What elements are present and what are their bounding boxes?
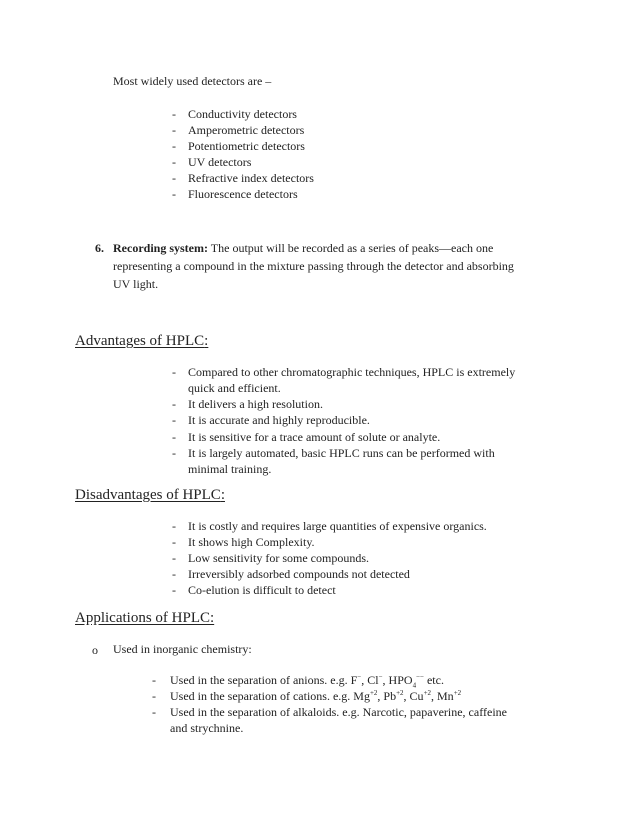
detector-item: Amperometric detectors (188, 123, 305, 137)
alkaloids-line: and strychnine. (170, 721, 244, 735)
advantages-heading (75, 333, 208, 350)
applications-heading (75, 610, 214, 627)
bullet-dash: - (172, 139, 176, 153)
bullet-dash: - (172, 430, 176, 444)
disadvantage-item: It shows high Complexity. (188, 535, 315, 549)
advantage-line: It delivers a high resolution. (188, 397, 323, 411)
detector-item: UV detectors (188, 155, 252, 169)
superscript: +2 (369, 689, 378, 697)
disadvantages-heading-text: Disadvantages of HPLC (75, 487, 221, 503)
bullet-dash: - (172, 171, 176, 185)
bullet-dash: - (172, 123, 176, 137)
superscript: − (378, 673, 383, 681)
detector-item: Potentiometric detectors (188, 139, 305, 153)
disadvantage-item: Low sensitivity for some compounds. (188, 551, 369, 565)
bullet-dash: - (172, 155, 176, 169)
advantage-line: quick and efficient. (188, 381, 281, 395)
bullet-dash: - (172, 551, 176, 565)
cations-text: , Mn (431, 689, 454, 703)
alkaloids-line: Used in the separation of alkaloids. e.g. Narcotic, papaverine, caffeine (170, 705, 507, 719)
bullet-dash: - (172, 187, 176, 201)
recording-line-1 (113, 240, 493, 256)
disadvantages-heading (75, 487, 225, 504)
applications-heading-text: Applications of HPLC (75, 610, 210, 626)
bullet-dash: - (172, 446, 176, 460)
item-number: 6. (95, 241, 104, 255)
bullet-dash: - (172, 535, 176, 549)
heading-colon: : (210, 610, 215, 626)
superscript: +2 (396, 689, 404, 697)
bullet-dash: - (172, 107, 176, 121)
superscript: − (357, 673, 362, 681)
bullet-dash: - (152, 689, 156, 703)
subscript: 4 (412, 681, 417, 690)
bullet-dash: - (172, 583, 176, 597)
disadvantage-item: Irreversibly adsorbed compounds not detected (188, 567, 410, 581)
recording-colon: : (203, 241, 208, 255)
bullet-dash: - (152, 705, 156, 719)
superscript: +2 (453, 689, 462, 697)
heading-colon: : (204, 333, 209, 349)
anions-text: , Cl (361, 673, 379, 687)
bullet-dash: - (172, 413, 176, 427)
advantages-heading-text: Advantages of HPLC (75, 333, 205, 349)
detector-item: Conductivity detectors (188, 107, 297, 121)
cations-text: Used in the separation of cations. e.g. Mg (170, 689, 370, 703)
advantage-line: minimal training. (188, 462, 272, 476)
anions-line (170, 672, 444, 688)
recording-text: The output will be recorded as a series of peaks—each one (210, 241, 494, 255)
advantage-line: It is sensitive for a trace amount of solute or analyte. (188, 430, 441, 444)
superscript: +2 (423, 689, 432, 697)
bullet-dash: - (152, 673, 156, 687)
advantage-line: Compared to other chromatographic techniques, HPLC is extremely (188, 365, 516, 379)
cations-text: , Cu (403, 689, 424, 703)
bullet-dash: - (172, 365, 176, 379)
heading-colon: : (220, 487, 225, 503)
disadvantage-item: Co-elution is difficult to detect (188, 583, 336, 597)
recording-line-2: representing a compound in the mixture passing through the detector and absorbing (113, 259, 514, 273)
cations-text: , Pb (377, 689, 397, 703)
bullet-dash: - (172, 519, 176, 533)
detector-item: Refractive index detectors (188, 171, 314, 185)
circle-bullet: o (92, 643, 98, 657)
advantage-line: It is largely automated, basic HPLC runs can be performed with (188, 446, 495, 460)
anions-text: etc. (423, 673, 444, 687)
anions-text: , HPO (382, 673, 413, 687)
disadvantage-item: It is costly and requires large quantities of expensive organics. (188, 519, 487, 533)
detector-item: Fluorescence detectors (188, 187, 298, 201)
cations-line (170, 688, 461, 704)
detectors-intro: Most widely used detectors are – (113, 74, 272, 88)
advantage-line: It is accurate and highly reproducible. (188, 413, 370, 427)
anions-text: Used in the separation of anions. e.g. F (170, 673, 358, 687)
recording-line-3: UV light. (113, 277, 159, 291)
recording-title: Recording system (113, 241, 204, 255)
bullet-dash: - (172, 567, 176, 581)
superscript: −− (416, 673, 424, 681)
applications-subheading: Used in inorganic chemistry: (113, 642, 252, 656)
bullet-dash: - (172, 397, 176, 411)
